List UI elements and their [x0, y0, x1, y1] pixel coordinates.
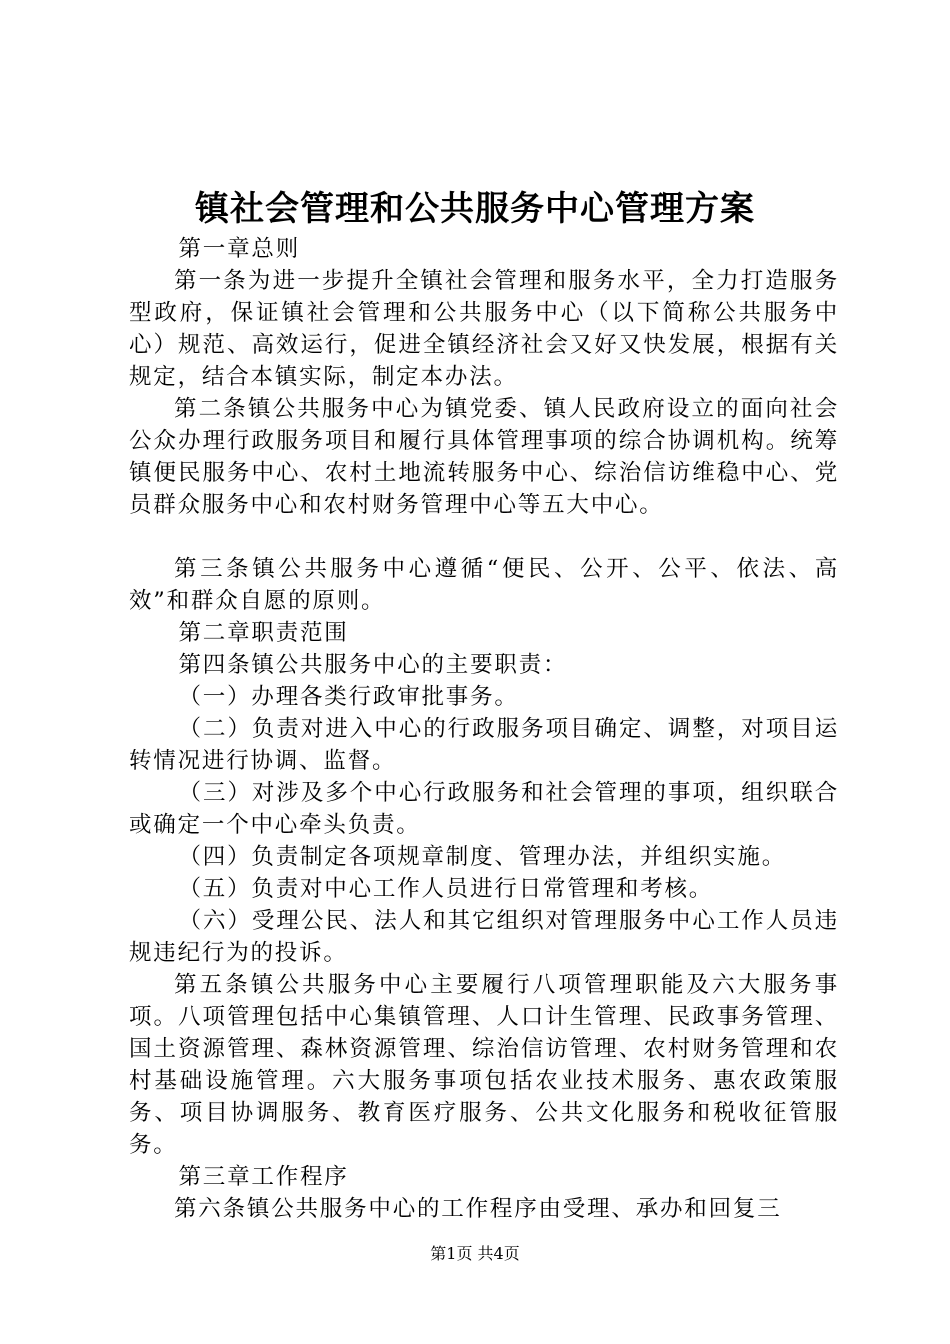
- article-2: 第二条镇公共服务中心为镇党委、镇人民政府设立的面向社会公众办理行政服务项目和履行具体管理事项的综合协调机构。统筹镇便民服务中心、农村土地流转服务中心、综治信访维稳中心、党员群众服务中心和农村财务管理中心等五大中心。: [129, 396, 839, 518]
- page-number-footer: 第1页 共4页: [430, 1244, 520, 1263]
- blank-line: [129, 521, 839, 553]
- article-5: 第五条镇公共服务中心主要履行八项管理职能及六大服务事项。八项管理包括中心集镇管理、人口计生管理、民政事务管理、国土资源管理、森林资源管理、综治信访管理、农村财务管理和农村基础设施管理。六大服务事项包括农业技术服务、惠农政策服务、项目协调服务、教育医疗服务、公共文化服务和税收征管服务。: [129, 972, 839, 1158]
- article-3: 第三条镇公共服务中心遵循“便民、公开、公平、依法、高效”和群众自愿的原则。: [129, 556, 839, 614]
- duty-item-5: （五）负责对中心工作人员进行日常管理和考核。: [178, 876, 714, 902]
- chapter-heading-1: 第一章总则: [178, 236, 301, 262]
- duty-item-1: （一）办理各类行政审批事务。: [178, 684, 519, 710]
- article-4: 第四条镇公共服务中心的主要职责：: [178, 652, 568, 678]
- duty-item-6: （六）受理公民、法人和其它组织对管理服务中心工作人员违规违纪行为的投诉。: [129, 908, 839, 966]
- chapter-heading-2: 第二章职责范围: [178, 620, 349, 646]
- duty-item-4: （四）负责制定各项规章制度、管理办法，并组织实施。: [178, 844, 787, 870]
- duty-item-2: （二）负责对进入中心的行政服务项目确定、调整，对项目运转情况进行协调、监督。: [129, 716, 839, 774]
- article-6: 第六条镇公共服务中心的工作程序由受理、承办和回复三: [174, 1196, 782, 1222]
- document-body: [129, 233, 839, 1225]
- article-1: 第一条为进一步提升全镇社会管理和服务水平，全力打造服务型政府，保证镇社会管理和公共服务中心（以下简称公共服务中心）规范、高效运行，促进全镇经济社会又好又快发展，根据有关规定，结合本镇实际，制定本办法。: [129, 268, 839, 390]
- chapter-heading-3: 第三章工作程序: [178, 1164, 349, 1190]
- document-title: 镇社会管理和公共服务中心管理方案: [195, 189, 755, 229]
- duty-item-3: （三）对涉及多个中心行政服务和社会管理的事项，组织联合或确定一个中心牵头负责。: [129, 780, 839, 838]
